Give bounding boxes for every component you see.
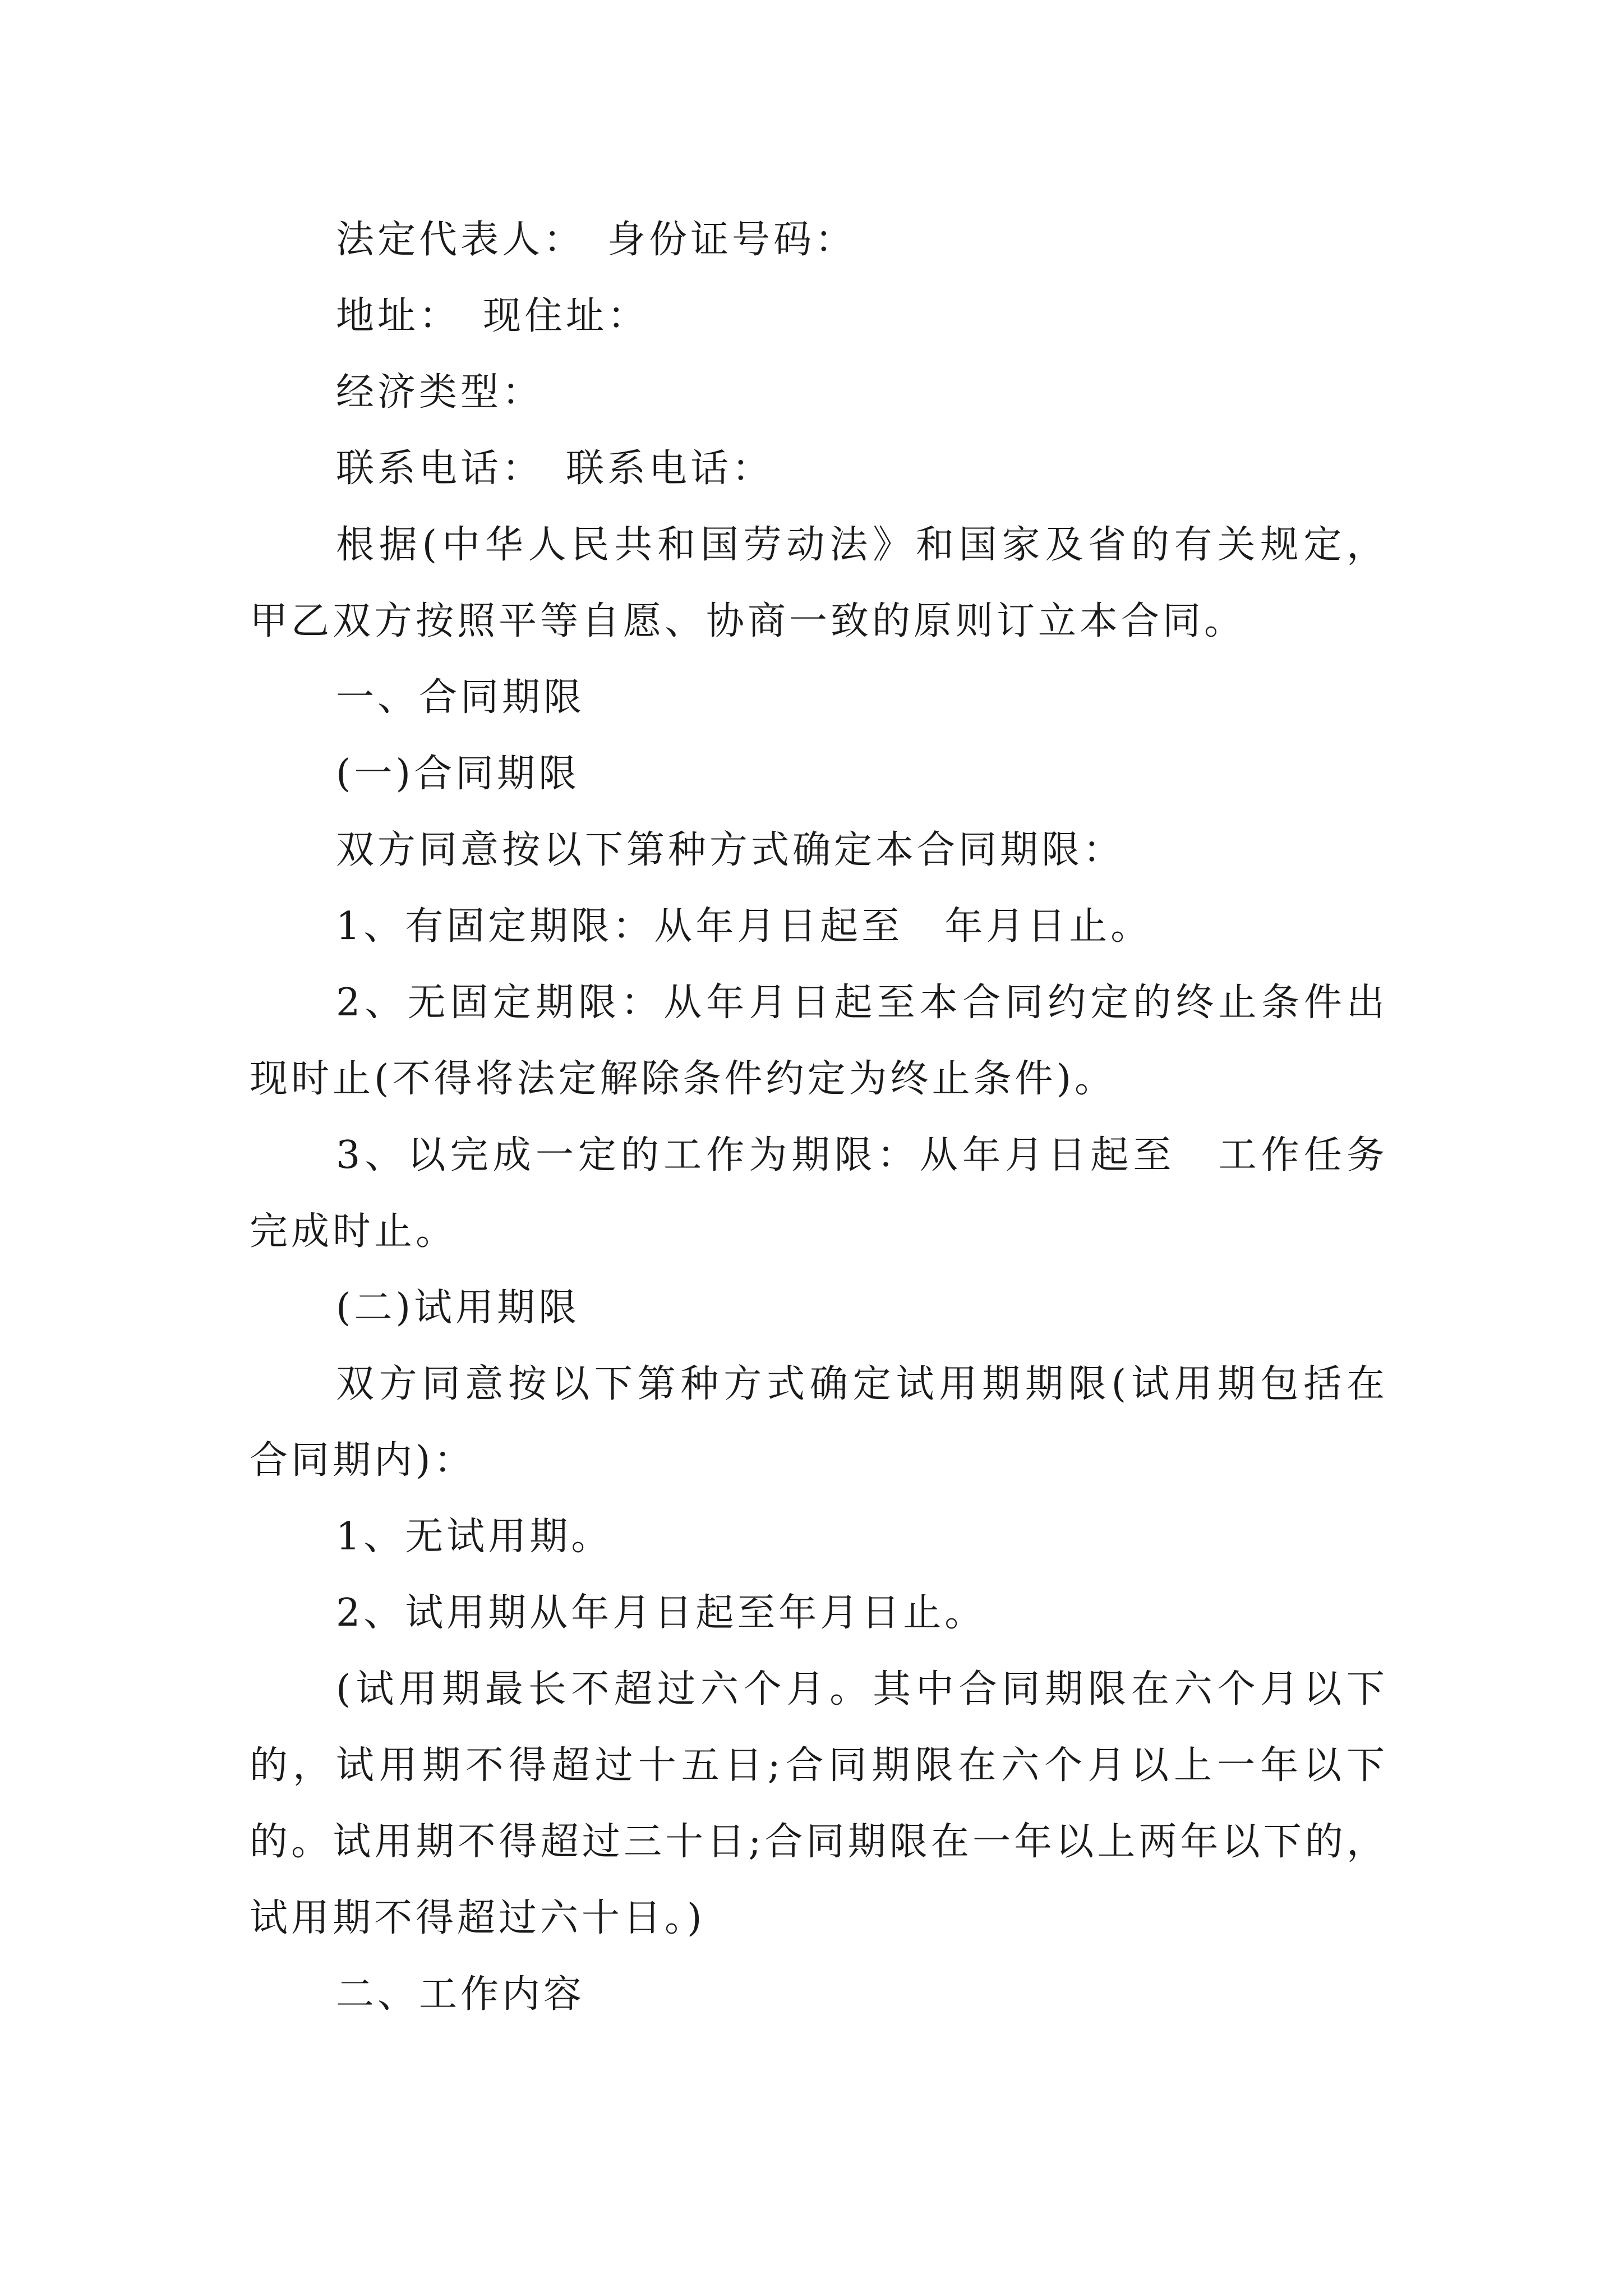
open-term-item: 2、无固定期限：从年月日起至本合同约定的终止条件出现时止(不得将法定解除条件约定为终止条件)。	[250, 981, 1388, 1101]
phone-line: 联系电话： 联系电话：	[336, 447, 774, 491]
no-probation-item: 1、无试用期。	[336, 1515, 613, 1559]
address-line: 地址： 现住址：	[336, 294, 649, 338]
probation-method-paragraph: 双方同意按以下第种方式确定试用期期限(试用期包括在合同期内)：	[250, 1362, 1388, 1483]
task-term-item: 3、以完成一定的工作为期限：从年月日起至 工作任务完成时止。	[250, 1133, 1388, 1254]
fixed-term-item: 1、有固定期限：从年月日起至 年月日止。	[336, 904, 1152, 949]
term-method-paragraph: 双方同意按以下第种方式确定本合同期限：	[336, 828, 1125, 872]
section-heading-job-content: 二、工作内容	[336, 1972, 585, 2017]
subsection-heading-probation: (二)试用期限	[336, 1286, 580, 1330]
document-body	[250, 202, 1388, 2033]
probation-limits-note: (试用期最长不超过六个月。其中合同期限在六个月以下的，试用期不得超过十五日;合同期限在六个月以上一年以下的。试用期不得超过三十日;合同期限在一年以上两年以下的，试用期不得超过六十日。)	[250, 1667, 1388, 1940]
preamble-paragraph: 根据(中华人民共和国劳动法》和国家及省的有关规定，甲乙双方按照平等自愿、协商一致的原则订立本合同。	[250, 523, 1388, 643]
economic-type-line: 经济类型：	[336, 370, 544, 415]
probation-period-item: 2、试用期从年月日起至年月日止。	[336, 1591, 986, 1635]
subsection-heading-contract-term: (一)合同期限	[336, 752, 580, 796]
section-heading-contract-term: 一、合同期限	[336, 675, 585, 720]
legal-representative-line: 法定代表人： 身份证号码：	[336, 218, 857, 262]
